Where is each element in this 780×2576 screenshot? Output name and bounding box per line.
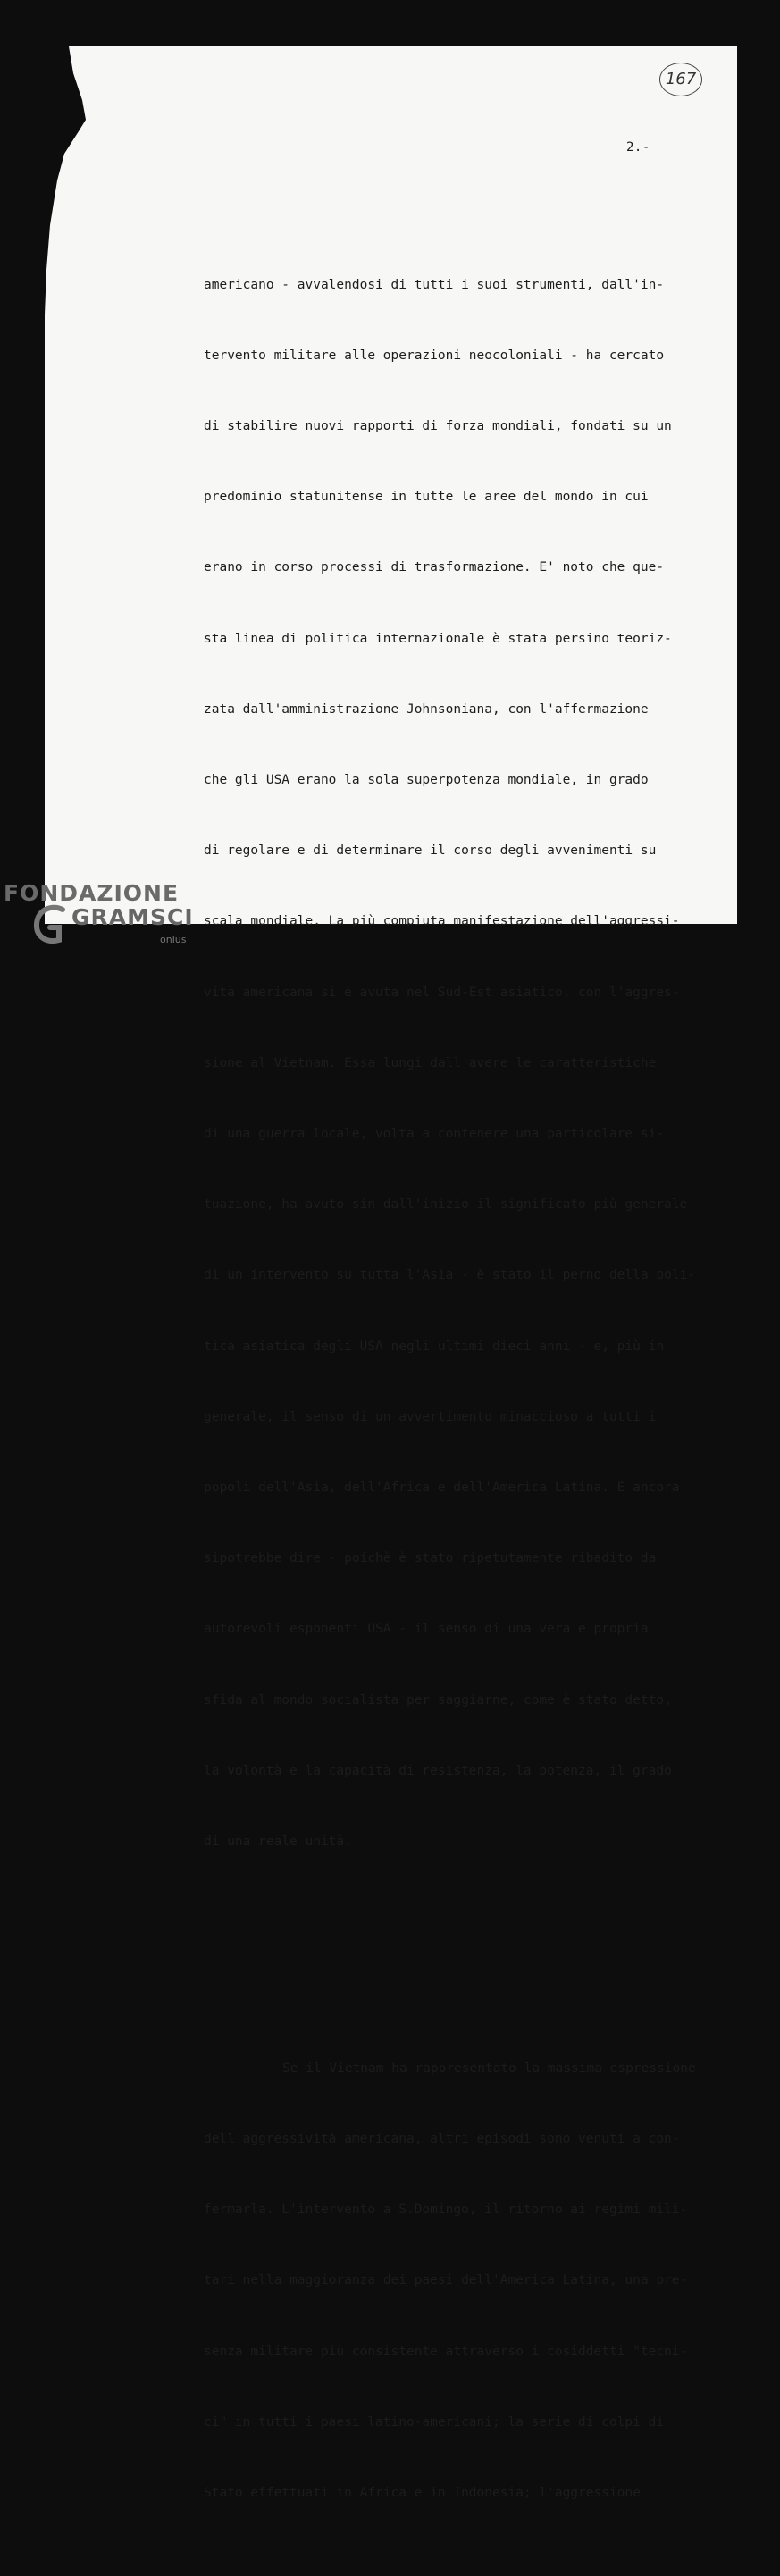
text-line: sta linea di politica internazionale è stata persino teoriz- bbox=[204, 631, 672, 646]
text-line: americano - avvalendosi di tutti i suoi strumenti, dall'in- bbox=[204, 277, 665, 292]
text-line: di stabilire nuovi rapporti di forza mondiali, fondati su un bbox=[204, 419, 672, 434]
text-line: generale, il senso di un avvertimento minaccioso a tutti i bbox=[204, 1409, 657, 1424]
archive-page-stamp bbox=[659, 63, 702, 96]
text-line: tervento militare alle operazioni neocoloniali - ha cercato bbox=[204, 348, 665, 363]
text-line: ci" in tutti i paesi latino-americani; la serie di colpi di bbox=[204, 2414, 665, 2429]
gramsci-logo-icon bbox=[32, 902, 68, 947]
text-line: di regolare e di determinare il corso degli avvenimenti su bbox=[204, 843, 657, 859]
text-line: di una reale unità. bbox=[204, 1834, 352, 1850]
watermark-line-2: GRAMSCI bbox=[71, 904, 194, 930]
text-line: erano in corso processi di trasformazione. E' noto che que- bbox=[204, 560, 665, 575]
text-line: che gli USA erano la sola superpotenza mondiale, in grado bbox=[204, 773, 649, 788]
fondazione-gramsci-watermark bbox=[4, 880, 200, 961]
text-line: sione al Vietnam. Essa lungi dall'avere le caratteristiche bbox=[204, 1055, 657, 1070]
watermark-line-1: FONDAZIONE bbox=[4, 880, 180, 906]
text-line: tica asiatica degli USA negli ultimi dieci anni - e, più in bbox=[204, 1338, 665, 1354]
watermark-suffix: onlus bbox=[160, 934, 187, 945]
text-line: sipotrebbe dire - poichè è stato ripetutamente ribadito da bbox=[204, 1551, 657, 1566]
text-line: sfida al mondo socialista per saggiarne, come è stato detto, bbox=[204, 1692, 672, 1708]
text-line: scala mondiale. La più compiuta manifestazione dell'aggressi- bbox=[204, 914, 680, 929]
text-line: autorevoli esponenti USA - il senso di una vera e propria bbox=[204, 1622, 649, 1637]
text-line: senza militare più consistente attraverso i cosiddetti "tecni- bbox=[204, 2344, 688, 2359]
text-line: dell'aggressività americana, altri episodi sono venuti a con- bbox=[204, 2131, 680, 2146]
archive-page-number: 167 bbox=[665, 70, 697, 88]
paragraph-1 bbox=[204, 226, 722, 1901]
text-line: tari nella maggioranza dei paesi dell'America Latina, una pre- bbox=[204, 2273, 688, 2288]
text-line: fermarla. L'intervento a S.Domingo, il ritorno ai regimi mili- bbox=[204, 2203, 688, 2218]
paragraph-2 bbox=[204, 2010, 722, 2552]
text-line: la volontà e la capacità di resistenza, la potenza, il grado bbox=[204, 1763, 672, 1778]
text-line: predominio statunitense in tutte le aree del mondo in cui bbox=[204, 490, 649, 505]
text-line: di un intervento su tutta l'Asia - è stato il perno della poli- bbox=[204, 1268, 695, 1283]
text-line: zata dall'amministrazione Johnsoniana, con l'affermazione bbox=[204, 701, 649, 717]
text-line: Se il Vietnam ha rappresentato la massima espressione bbox=[282, 2060, 696, 2076]
paragraph-gap bbox=[204, 1948, 722, 1962]
typed-text-body bbox=[204, 179, 722, 2576]
text-line: Stato effettuati in Africa e in Indonesia; l'aggressione bbox=[204, 2485, 641, 2500]
text-line: tuazione, ha avuto sin dall'inizio il significato più generale bbox=[204, 1197, 688, 1212]
text-line: di una guerra locale, volta a contenere una particolare si- bbox=[204, 1127, 665, 1142]
text-line: popoli dell'Asia, dell'Africa e dell'America Latina. E ancora bbox=[204, 1481, 680, 1496]
page-marker: 2.- bbox=[626, 140, 650, 155]
text-line: vità americana si è avuta nel Sud-Est asiatico, con l'aggres- bbox=[204, 985, 680, 1000]
